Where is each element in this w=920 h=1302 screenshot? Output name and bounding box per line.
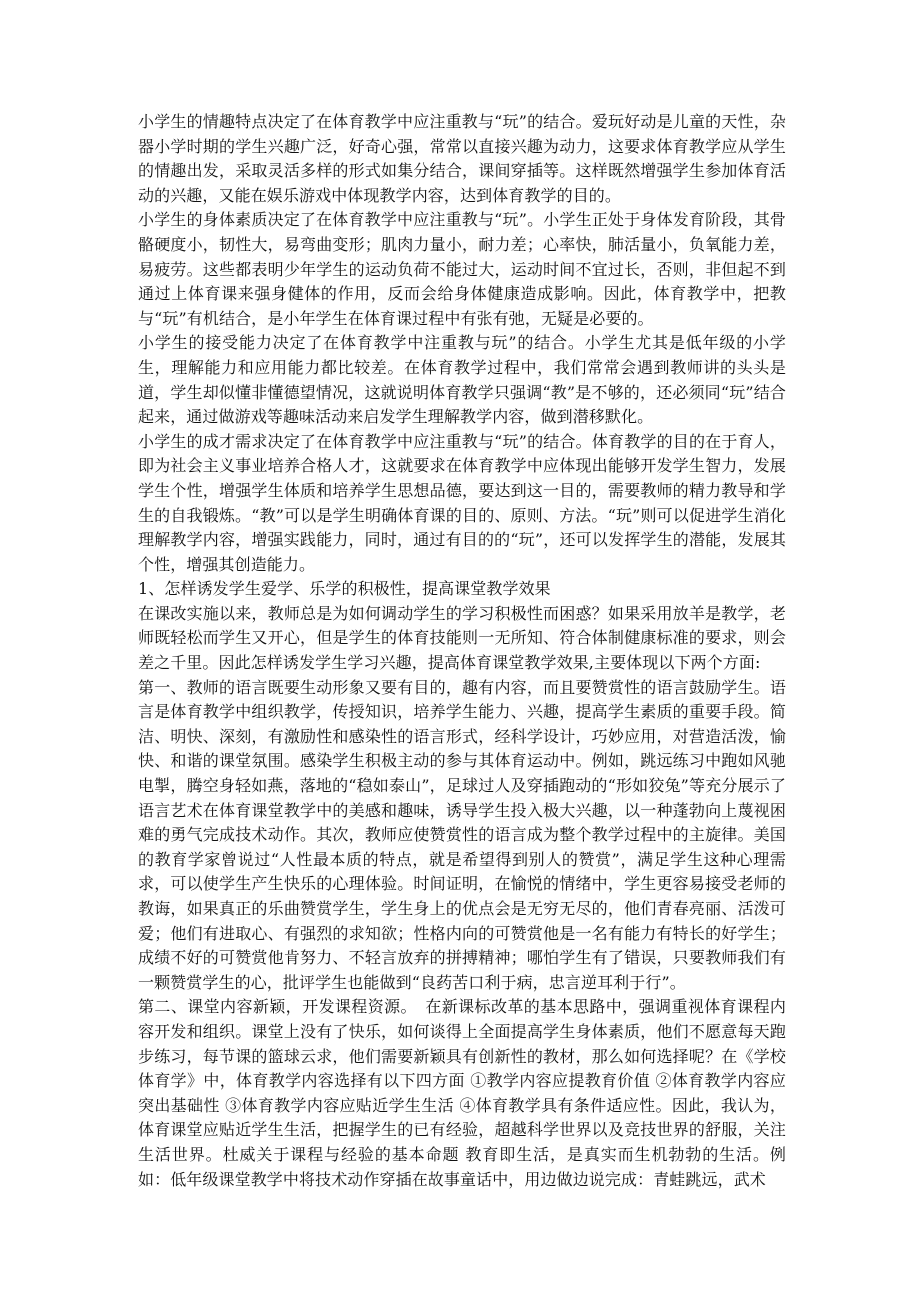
paragraph-point-one: 第一、教师的语言既要生动形象又要有目的，趣有内容，而且要赞赏性的语言鼓励学生。语言是体育教学中组织教学，传授知识，培养学生能力、兴趣，提高学生素质的重要手段。简洁、明快、深刻，有激励性和感染性的语言形式，经科学设计，巧妙应用，对营造活泼，愉快、和谐的课堂氛围。感染学生积极主动的参与其体育运动中。例如，跳远练习中跑如风驰电掣，腾空身轻如燕，落地的“稳如泰山”，足球过人及穿插跑动的“形如狡兔”等充分展示了语言艺术在体育课堂教学中的美感和趣味，诱导学生投入极大兴趣，以一种蓬勃向上蔑视困难的勇气完成技术动作。其次，教师应使赞赏性的语言成为整个教学过程中的主旋律。美国的教育学家曾说过“人性最本质的特点，就是希望得到别人的赞赏”，满足学生这种心理需求，可以使学生产生快乐的心理体验。时间证明，在愉悦的情绪中，学生更容易接受老师的教诲，如果真正的乐曲赞赏学生，学生身上的优点会是无穷无尽的，他们青春亮丽、活泼可爱；他们有进取心、有强烈的求知欲；性格内向的可赞赏他是一名有能力有特长的好学生；成绩不好的可赞赏他肯努力、不轻言放弃的拼搏精神；哪怕学生有了错误，只要教师我们有一颗赞赏学生的心，批评学生也能做到“良药苦口利于病，忠言逆耳利于行”。 — [138, 677, 786, 992]
paragraph-growth: 小学生的成才需求决定了在体育教学中应注重教与“玩”的结合。体育教学的目的在于育人，即为社会主义事业培养合格人才，这就要求在体育教学中应体现出能够开发学生智力，发展学生个性，增强学生体质和培养学生思想品德，要达到这一目的，需要教师的精力教导和学生的自我锻炼。“教”可以是学生明确体育课的目的、原则、方法。“玩”则可以促进学生消化理解教学内容，增强实践能力，同时，通过有目的的“玩”，还可以发挥学生的潜能，发展其个性，增强其创造能力。 — [138, 431, 786, 574]
paragraph-point-two: 第二、课堂内容新颖，开发课程资源。 在新课标改革的基本思路中，强调重视体育课程内容开发和组织。课堂上没有了快乐，如何谈得上全面提高学生身体素质，他们不愿意每天跑步练习，每节课的篮球云求，他们需要新颖具有创新性的教材，那么如何选择呢？在《学校体育学》中，体育教学内容选择有以下四方面 ①教学内容应提教育价值 ②体育教学内容应突出基础性 ③体育教学内容应贴近学生生活 ④体育教学具有条件适应性。因此，我认为，体育课堂应贴近学生生活，把握学生的已有经验，超越科学世界以及竞技世界的舒服，关注生活世界。杜威关于课程与经验的基本命题 教育即生活，是真实而生机勃勃的生活。例如：低年级课堂教学中将技术动作穿插在故事童话中，用边做边说完成：青蛙跳远，武术 — [138, 997, 786, 1189]
document-body — [138, 110, 786, 1192]
paragraph-acceptance: 小学生的接受能力决定了在体育教学中注重教与玩”的结合。小学生尤其是低年级的小学生，理解能力和应用能力都比较差。在体育教学过程中，我们常常会遇到教师讲的头头是道，学生却似懂非懂德望情况，这就说明体育教学只强调“教”是不够的，还必须同“玩”结合起来，通过做游戏等趣味活动来启发学生理解教学内容，做到潜移默化。 — [138, 333, 786, 427]
paragraph-reform: 在课改实施以来，教师总是为如何调动学生的学习积极性而困惑？如果采用放羊是教学，老师既轻松而学生又开心，但是学生的体育技能则一无所知、符合体制健康标准的要求，则会差之千里。因此怎样诱发学生学习兴趣，提高体育课堂教学效果,主要体现以下两个方面: — [138, 603, 786, 673]
paragraph-interest: 小学生的情趣特点决定了在体育教学中应注重教与“玩”的结合。爱玩好动是儿童的天性，杂器小学时期的学生兴趣广泛，好奇心强，常常以直接兴趣为动力，这要求体育教学应从学生的情趣出发，采取灵活多样的形式如集分结合，课间穿插等。这样既然增强学生参加体育活动的兴趣，又能在娱乐游戏中体现教学内容，达到体育教学的目的。 — [138, 112, 786, 205]
paragraph-physical: 小学生的身体素质决定了在体育教学中应注重教与“玩”。小学生正处于身体发育阶段，其骨骼硬度小，韧性大，易弯曲变形；肌肉力量小，耐力差；心率快，肺活量小，负氧能力差，易疲劳。这些都表明少年学生的运动负荷不能过大，运动时间不宜过长，否则，非但起不到通过上体育课来强身健体的作用，反而会给身体健康造成影响。因此，体育教学中，把教与“玩”有机结合，是小年学生在体育课过程中有张有弛，无疑是必要的。 — [138, 210, 786, 328]
section-heading: 1、怎样诱发学生爱学、乐学的积极性，提高课堂教学效果 — [138, 579, 551, 599]
